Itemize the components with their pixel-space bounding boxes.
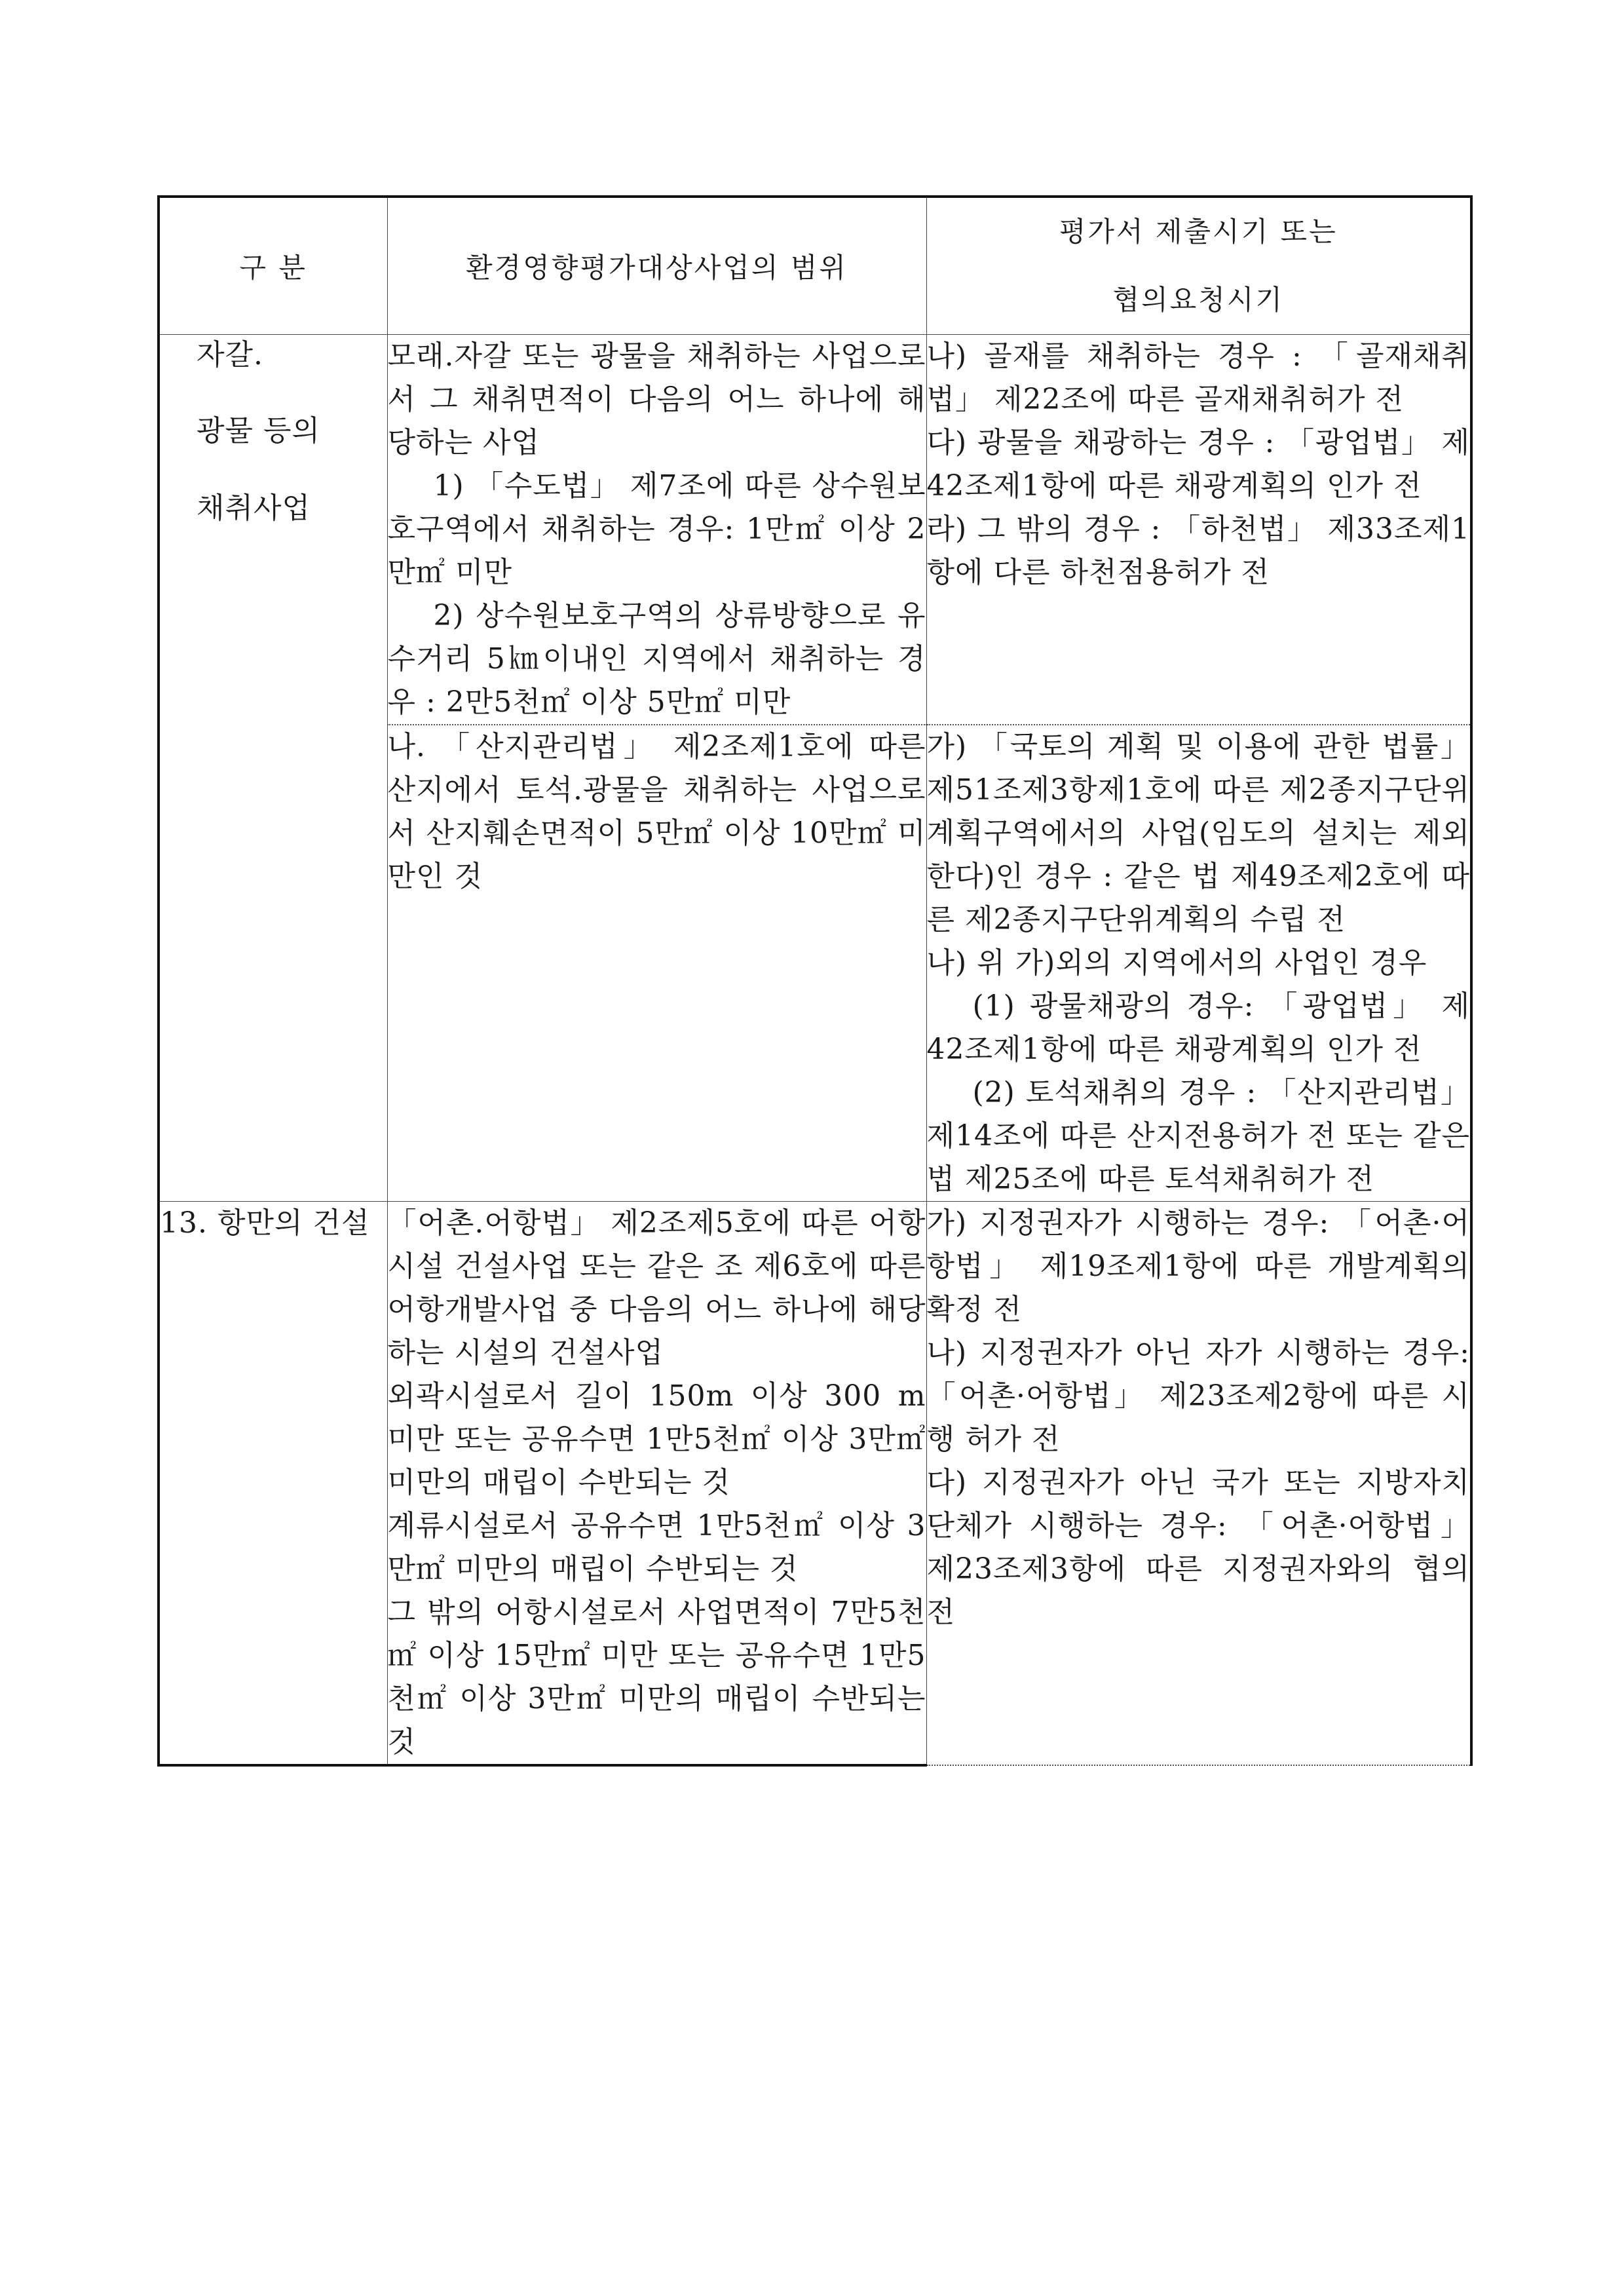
header-scope: 환경영향평가대상사업의 범위 (387, 197, 926, 335)
timing-text: 다) 지정권자가 아닌 국가 또는 지방자치단체가 시행하는 경우: 「어촌·어항법」 제23조제3항에 따른 지정권자와의 협의 전 (926, 1466, 1470, 1629)
category-line: 채취사업 (197, 491, 311, 525)
header-timing (926, 197, 1471, 335)
scope-text: 모래.자갈 또는 광물을 채취하는 사업으로서 그 채취면적이 다음의 어느 하나에 해당하는 사업 (387, 339, 926, 459)
scope-cell-mining-a (387, 335, 926, 725)
timing-text: 가) 「국토의 계획 및 이용에 관한 법률」 제51조제3항제1호에 따른 제2종지구단위계획구역에서의 사업(임도의 설치는 제외한다)인 경우 : 같은 법 제49조제2호에 따른 제2종지구단위계획의 수립 전 (926, 730, 1470, 936)
scope-text: 2) 상수원보호구역의 상류방향으로 유수거리 5㎞이내인 지역에서 채취하는 경우 : 2만5천㎡ 이상 5만㎡ 미만 (387, 599, 926, 719)
category-cell-harbor: 13. 항만의 건설 (159, 1202, 387, 1766)
scope-cell-mining-b (387, 725, 926, 1202)
timing-text: 나) 골재를 채취하는 경우 : 「골재채취법」 제22조에 따른 골재채취허가 전 (926, 339, 1470, 416)
category-line: 광물 등의 (197, 414, 321, 448)
scope-text: 계류시설로서 공유수면 1만5천㎡ 이상 3만㎡ 미만의 매립이 수반되는 것 (387, 1509, 926, 1586)
category-cell-mining (159, 335, 387, 1202)
timing-text: 라) 그 밖의 경우 : 「하천법」 제33조제1항에 다른 하천점용허가 전 (926, 512, 1470, 589)
timing-cell-mining-a (926, 335, 1471, 725)
timing-cell-mining-b (926, 725, 1471, 1202)
scope-cell-harbor (387, 1202, 926, 1766)
timing-text: (2) 토석채취의 경우 : 「산지관리법」 제14조에 따른 산지전용허가 전 또는 같은 법 제25조에 따른 토석채취허가 전 (926, 1076, 1470, 1196)
scope-text: 1) 「수도법」 제7조에 따른 상수원보호구역에서 채취하는 경우: 1만㎡ 이상 2만㎡ 미만 (387, 469, 926, 589)
header-timing-line2: 협의요청시기 (1112, 284, 1284, 316)
timing-text: (1) 광물채광의 경우: 「광업법」 제42조제1항에 따른 채광계획의 인가 전 (926, 989, 1470, 1066)
environmental-assessment-table (157, 195, 1473, 1767)
scope-text: 나. 「산지관리법」 제2조제1호에 따른 산지에서 토석.광물을 채취하는 사업으로서 산지훼손면적이 5만㎡ 이상 10만㎡ 미만인 것 (387, 730, 926, 893)
header-category: 구 분 (159, 197, 387, 335)
timing-cell-harbor (926, 1202, 1471, 1766)
scope-text: 그 밖의 어항시설로서 사업면적이 7만5천㎡ 이상 15만㎡ 미만 또는 공유수면 1만5천㎡ 이상 3만㎡ 미만의 매립이 수반되는 것 (387, 1596, 926, 1759)
scope-text: 「어촌.어항법」 제2조제5호에 따른 어항시설 건설사업 또는 같은 조 제6호에 따른 어항개발사업 중 다음의 어느 하나에 해당하는 시설의 건설사업 (387, 1206, 926, 1369)
timing-text: 나) 지정권자가 아닌 자가 시행하는 경우: 「어촌·어항법」 제23조제2항에 따른 시행 허가 전 (926, 1336, 1471, 1456)
category-line: 자갈. (197, 338, 263, 372)
timing-text: 나) 위 가)외의 지역에서의 사업인 경우 (926, 946, 1427, 980)
header-timing-line1: 평가서 제출시기 또는 (1059, 216, 1338, 248)
scope-text: 외곽시설로서 길이 150m 이상 300 m 미만 또는 공유수면 1만5천㎡ 이상 3만㎡ 미만의 매립이 수반되는 것 (387, 1379, 926, 1499)
table-header-row (159, 197, 1471, 335)
table-row (159, 335, 1471, 725)
table-row (159, 1202, 1471, 1766)
timing-text: 다) 광물을 채광하는 경우 : 「광업법」 제42조제1항에 따른 채광계획의 인가 전 (926, 426, 1470, 503)
timing-text: 가) 지정권자가 시행하는 경우: 「어촌·어항법」 제19조제1항에 따른 개발계획의 확정 전 (926, 1206, 1470, 1326)
